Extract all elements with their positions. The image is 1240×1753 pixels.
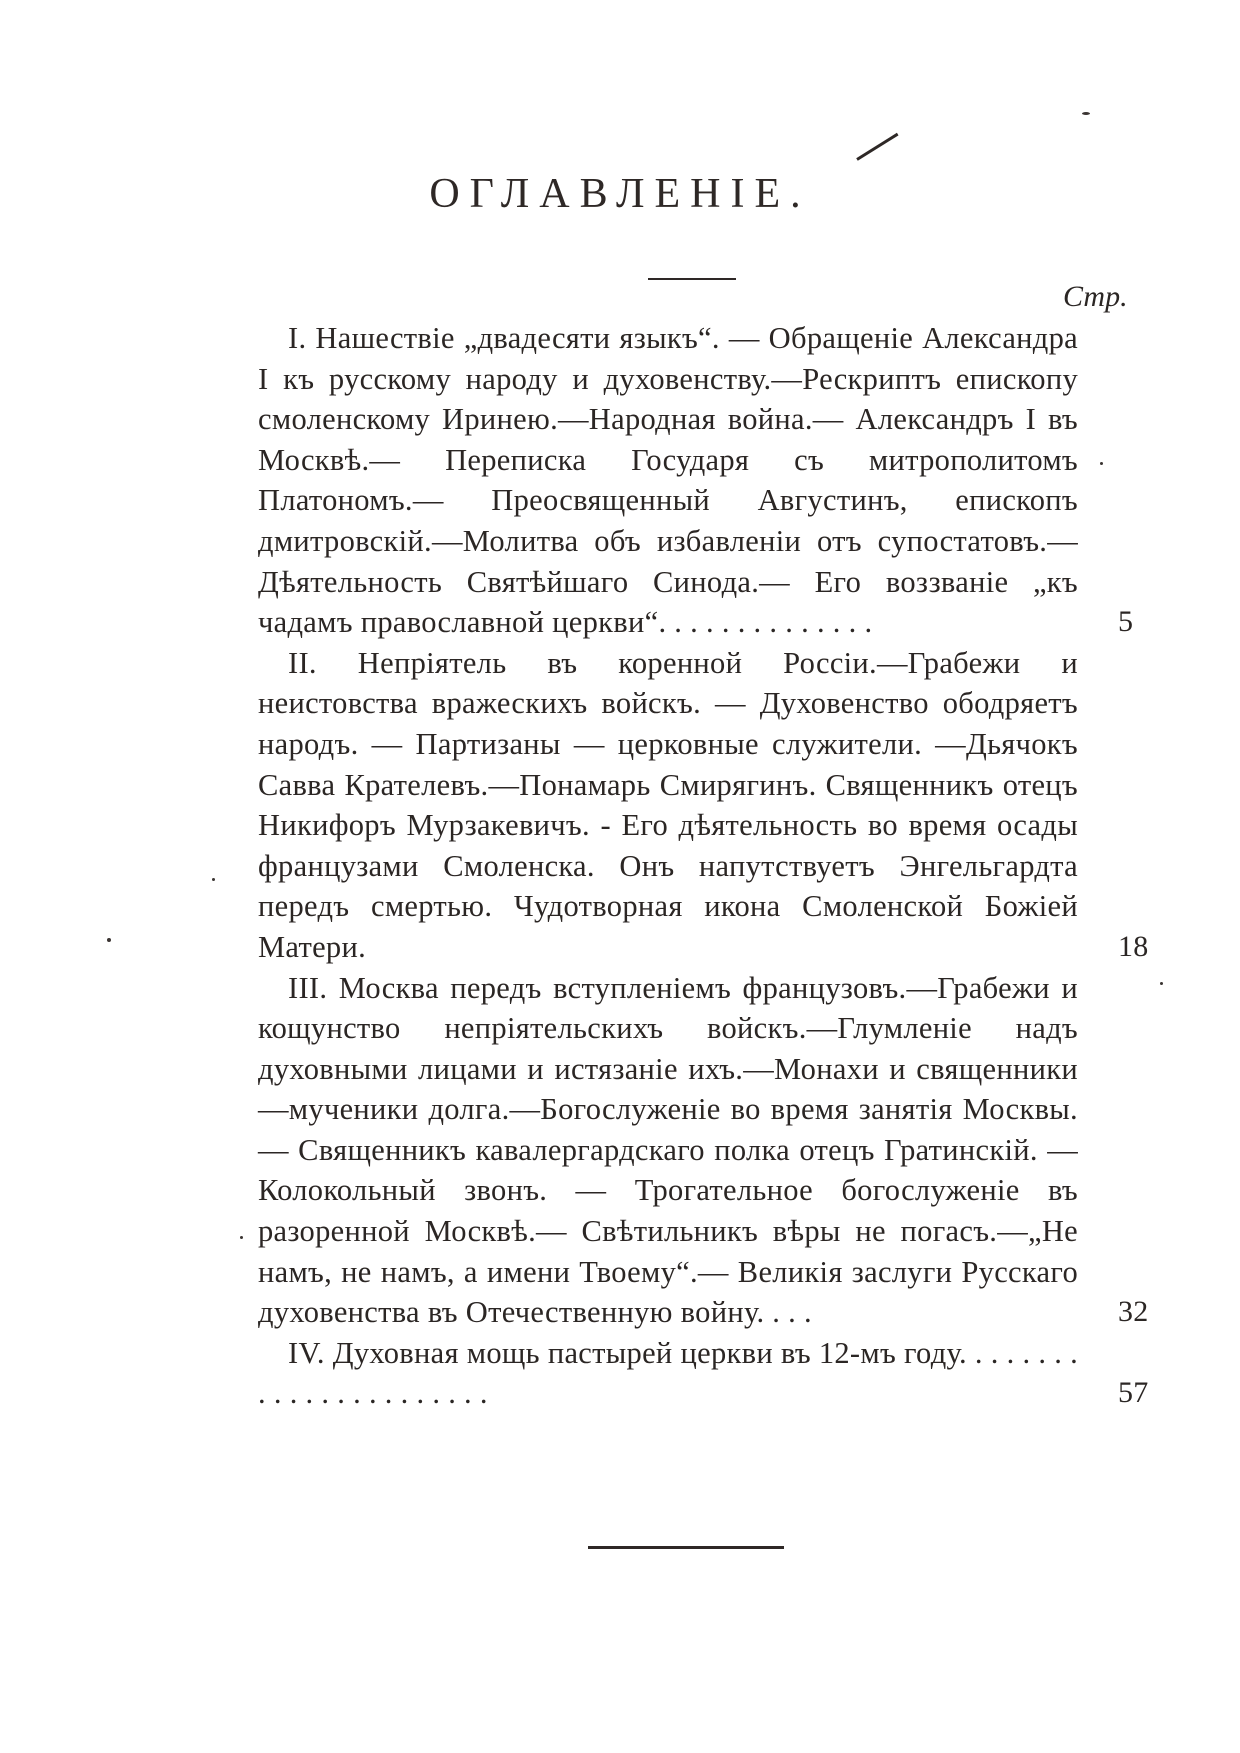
page-title: ОГЛАВЛЕНІЕ. xyxy=(429,171,811,217)
title-divider xyxy=(648,278,736,280)
closing-divider xyxy=(588,1546,784,1549)
scan-speck-left-margin-2 xyxy=(212,878,215,881)
scan-speck-right-margin xyxy=(1160,982,1163,985)
toc-entry-text: III. Москва передъ вступленіемъ французовъ.—Грабежи и кощунство непріятельскихъ войскъ.—Глумленіе надъ духовными лицами и истязаніе ихъ.—Монахи и священники—мученики долга.—Богослуженіе во время занятія Москвы. — Священникъ кавалергардскаго полка отецъ Гратинскій. — Колокольный звонъ. — Трогательное богослуженіе въ разоренной Москвѣ.— Свѣтильникъ вѣры не погасъ.—„Не намъ, не намъ, а имени Твоему“.— Великія заслуги Русскаго духовенства въ Отечественную войну. . . . xyxy=(258,970,1078,1330)
scan-speck-left-margin xyxy=(107,938,111,942)
toc-entry-3 xyxy=(258,968,1149,1333)
toc-entry-page: 5 xyxy=(1118,605,1134,639)
toc-entry-text: IV. Духовная мощь пастырей церкви въ 12-мъ году. . . . . . . . . . . . . . . . . . . . . . . xyxy=(258,1335,1078,1411)
toc-entry-text: I. Нашествіе „двадесяти языкъ“. — Обращеніе Александра I къ русскому народу и духовенству.—Рескриптъ епископу смоленскому Иринею.—Народная война.— Александръ I въ Москвѣ.— Переписка Государя съ митрополитомъ Платономъ.— Преосвященный Августинъ, епископъ дмитровскій.—Молитва объ избавленіи отъ супостатовъ.— Дѣятельность Святѣйшаго Синода.— Его воззваніе „къ чадамъ православной церкви“. . . . . . . . . . . . . . xyxy=(258,321,1078,640)
scan-speck-top-right xyxy=(1082,112,1090,115)
toc-entry-page: 57 xyxy=(1118,1376,1149,1410)
scan-speck-left-margin-3 xyxy=(240,1236,243,1239)
table-of-contents xyxy=(258,318,1149,1414)
toc-entry-text: II. Непріятель въ коренной Россіи.—Грабежи и неистовства вражескихъ войскъ. — Духовенство ободряетъ народъ. — Партизаны — церковные служители. —Дьячокъ Савва Кратeлевъ.—Понамарь Смирягинъ. Священникъ отецъ Никифоръ Мурзакевичъ. - Его дѣятельность во время осады французами Смоленска. Онъ напутствуетъ Энгельгардта передъ смертью. Чудотворная икона Смоленской Божіей Матери. xyxy=(258,645,1078,964)
title-pen-mark xyxy=(856,133,898,161)
page-column-header: Стр. xyxy=(1063,280,1128,313)
toc-entry-page: 32 xyxy=(1118,1295,1149,1329)
toc-entry-4 xyxy=(258,1333,1149,1414)
toc-entry-page: 18 xyxy=(1118,929,1149,963)
toc-entry-1 xyxy=(258,318,1134,643)
toc-entry-2 xyxy=(258,643,1149,968)
